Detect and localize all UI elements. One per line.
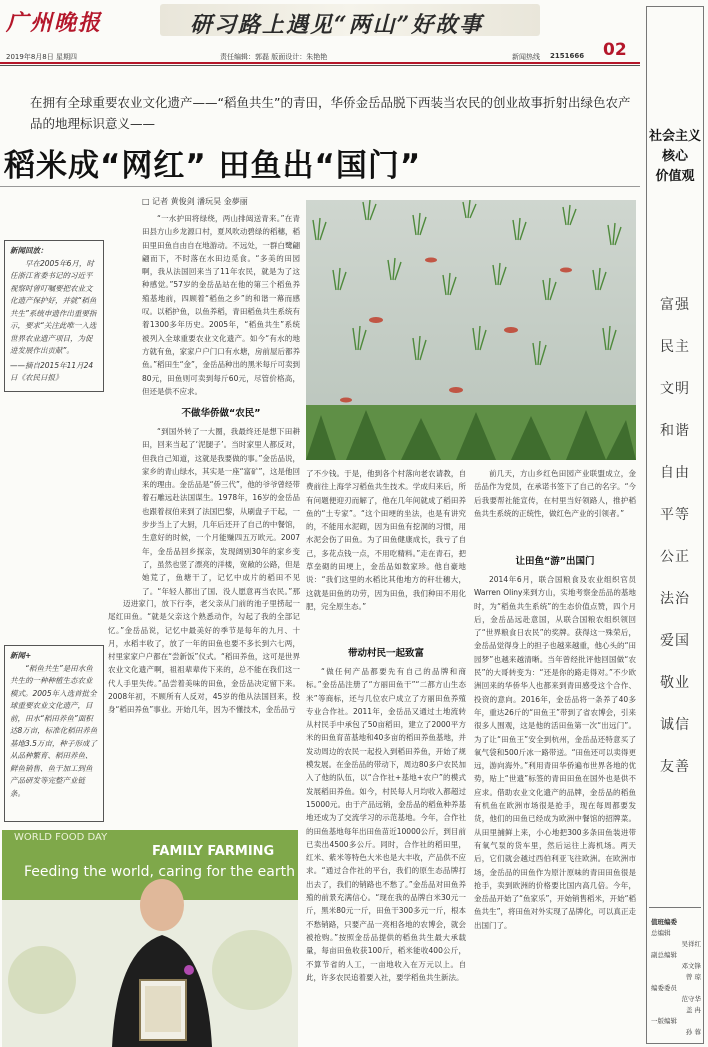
rice-fish-paddy-photo — [306, 200, 636, 460]
subhead-fish-abroad: 让田鱼“游”出国门 — [515, 556, 595, 567]
core-value: 富强 — [660, 297, 690, 313]
core-value: 友善 — [660, 759, 690, 775]
subhead-lead-villagers: 带动村民一起致富 — [347, 648, 424, 659]
article-column-1c: 迈进家门，放下行李，老父亲从门前的池子里捞起一尾红田鱼。“就是父亲这个熟悉动作，勾起了我的全部记忆。”金岳品说，记忆中最美好的季节是每年的九月、十月，水稻丰收了，放了一年的田鱼也要不多长到六七两，村里家家户户都在“尝新饭”仪式。“稻田养鱼，这可是世界农业文化遗产啊，祖祖辈辈传下来的，总不能在我们这一代人手里失传。”品尝着美味的田鱼，金岳品决定留下来。2008年初，不顾所有人反对，45岁的他从法国回来，投身“稻田养鱼”事业。开始几年，因为不懂技术，金岳品亏 — [108, 599, 300, 715]
news-plus-text: “稻鱼共生”是田水鱼共生的一种种植生态农业模式。2005年入选首批全球重要农业文化遗产，目前，田水“稻田养鱼”面积达8万亩，标准化稻田养鱼基地3.5万亩，种子形成了从品种繁育、稻田养鱼、鲜鱼销售、鱼干加工到鱼产品研发等完整产业链条。 — [10, 663, 98, 798]
editor-line: 孙 蓉 — [685, 1028, 701, 1036]
article-column-2a: 了不少钱。于是，他到各个村落向老农请教，自费前往上海学习稻鱼共生技术。学成归来后，所有问题便迎刃而解了，他在几年间就成了稻田养鱼的“土专家”。“这个田埂的坐法，也是有讲究的，不能用水泥砌，因为田鱼有挖洞的习惯，用水泥会伤了田鱼。为了田鱼健康成长，我亏了自己，多花点钱一点，不用吃精料。”走在青石，把草垒砌的田埂上，金岳品如数家珍。他自豪地说：“我们这里的水稻比其他地方的秆壮穗大，这就是田鱼的功劳，因为田鱼，我们种田不用化肥，完全原生态。” — [306, 469, 466, 611]
newspaper-logo: 广州晚报 — [6, 10, 103, 36]
top-rule — [0, 62, 640, 64]
editor-line: 曾 琼 — [685, 973, 701, 981]
editors-list — [651, 917, 701, 1038]
page-editors: 责任编辑：郭磊 版面设计：朱艳艳 — [220, 53, 328, 61]
news-review-box — [4, 240, 104, 392]
editor-line: 邓文锋 — [681, 962, 701, 970]
news-plus-box — [4, 645, 104, 822]
core-values-title-line-1: 社会主义 — [648, 129, 701, 144]
editor-line: 总编辑 — [651, 929, 671, 937]
article-column-1b: “到国外转了一大圈，我最终还是想下田耕田，回来当起了‘泥腿子’。当时家里人都反对，但我自己知道，这就是我要做的事。”金岳品说，家乡的青山绿水，其实是一座“富矿”，这是他回来的理由。金岳品是“侨三代”，他的爷爷曾经带着石雕远赴法国谋生。1978年，16岁的金岳品也跟着叔伯来到了法国巴黎，从刷盘子干起，一步步当上了大厨，几年后还开了自己的中餐馆，生意好的时候，一个月能赚四五万欧元。2007年，金岳品回乡探亲，发现阔别30年的家乡变了，虽然也竖了漂亮的洋楼，宽敞的公路，但是她荒了，鱼塘干了，记忆中成片的稻田不见了。“年轻人都出了国，没人愿意再当农民。”那 — [142, 427, 300, 595]
core-value: 公正 — [660, 549, 690, 565]
lead-intro: 在拥有全球重要农业文化遗产——“稻鱼共生”的青田，华侨金岳品脱下西装当农民的创业故事折射出绿色农产品的地理标识意义—— — [30, 95, 631, 131]
banner-slogan: Feeding the world, caring for the earth — [24, 864, 295, 880]
editor-line: 编委委员 — [651, 984, 677, 992]
page-number: 02 — [603, 40, 627, 60]
core-value: 自由 — [660, 465, 690, 481]
core-values-column — [646, 6, 704, 1044]
article-column-2b: “做任何产品都要先有自己的品牌和商标。”金岳品注册了“方丽田鱼干”“二都方山生态米”等商标，还与几位农户成立了方丽田鱼养殖专业合作社。2011年，金岳品又通过土地流转从村民手中承包了50亩稻田，建立了2000平方米的田鱼育苗基地和40多亩的稻田养鱼基地，并发动周边的农民一起投入到稻田养鱼，开始了规模发展。在金岳品的带动下，周边80多户农民加入了他的队伍，以“合作社+基地+农户”的模式发展稻田养鱼。如今，村民每人月均收入都超过15000元。由于产品远销，金岳品的稻鱼种养基地还成为了交流学习的示范基地。今年，合作社的田鱼基地每年出田鱼苗近10000公斤，到目前已卖出4500多公斤。同时，合作社的稻田里，红米、紫米等特色大米也是大丰收，产品供不应求。“通过合作社的平台，我们的原生态品牌打出去了，我们的销路也不愁了。”金岳品对田鱼养殖的前景充满信心。“现在我的品牌白米30元一斤，黑米80元一斤，田鱼干300多元一斤，根本不愁销路，只要产品一亮相各地的农博会，就会被抢购。”按照金岳品提供的稻鱼共生最大承载量，每亩田鱼收获100斤，稻米能收400公斤，不算节省的人工，一亩地收入在万元以上。自此，许多农民追着要入社，要学稻鱼共生新法。 — [306, 667, 466, 982]
core-values-title-line-3: 价值观 — [655, 169, 695, 184]
core-value: 法治 — [660, 591, 690, 607]
headline: 稻米成“网红” 田鱼出“国门” — [4, 148, 422, 184]
core-value: 诚信 — [660, 717, 690, 733]
masthead — [0, 0, 640, 42]
banner-world-food-day: WORLD FOOD DAY — [14, 832, 108, 843]
news-plus-label: 新闻+ — [10, 651, 32, 660]
core-value: 平等 — [660, 507, 690, 523]
banner-family-farming: FAMILY FARMING — [152, 844, 275, 859]
article-column-1a: “一水护田将绿绕，两山排闼送青来。”在青田县方山乡龙源口村，夏风吹动碧绿的稻穗，稻田里田鱼自由自在地游动。不远处，一群白鹭翩翩而下，不时落在水田边觅食。“多美的田园啊，我从法国回来当了11年农民，就是为了这种感觉。”57岁的金岳品站在他的第三个稻鱼养殖基地前，四顾着“稻鱼之乡”的和谐一幕而感叹。以稻护鱼，以鱼养稻，青田稻鱼共生系统有着1300多年历史。2005年，“稻鱼共生”系统被列入全球重要农业文化遗产。如今“有水的地方就有鱼，家家户户门口有水塘，房前屋后都养鱼。”稻田生“金”，金岳品种出的黑米每斤可卖到80元，田鱼则可卖到每斤60元，尽管价格高，但还是供不应求。 — [142, 214, 300, 396]
editors-divider — [649, 907, 701, 908]
article-column-3a: 前几天，方山乡红色田园产业联盟成立，金岳品作为党员，在承诺书签下了自己的名字。“今后我要帮社能宣传，在村里当好领路人，推护稻鱼共生系统的正统性，做红色产业的引领者。” — [474, 469, 636, 518]
hotline-number: 2151666 — [550, 52, 585, 60]
news-review-text: 早在2005年6月，时任浙江省委书记的习近平视察时曾叮嘱要把农业文化遗产保护好，并就“稻鱼共生”系统申遗作出重要指示，要求“关注此唯一入选世界农业遗产项目，为促进发展作出贡献”。 — [10, 258, 97, 355]
headline-rule — [0, 186, 640, 187]
editor-line: 盖 冉 — [685, 1006, 701, 1014]
news-review-source: ——摘自2015年11月24日《农民日报》 — [10, 360, 94, 382]
article-column-3b: 2014年6月，联合国粮食及农业组织官员Warren Oliny来到方山，实地考察金岳品的基地时，为“稻鱼共生系统”的生态价值点赞，四个月后，金岳品远赴意国，从联合国粮农组织领回了“世界粮食日农民”的奖牌。获得这一殊荣后，金岳品觉得身上的担子也越来越重，他心头的“田园梦”也越来越清晰。当年曾经批评他回国做“农民”的大哥转变为：“还是你的路走得对。”不少欧洲回来的华侨华人也都来到青田感受这个合作、投资的意向。2016年，金岳品将一条养了40多年，重达26斤的“田鱼王”带到了省农博会，引来很多人围观，这是他的活田鱼第一次“出远门”。为了让“田鱼王”安全到杭州，金岳品还特意买了氧气袋和500斤冰一路带送。“田鱼还可以卖得更远，游向海外。”利用青田华侨遍布世界各地的优势，贴上“世遗”标签的青田田鱼在国外也是供不应求。借助农业文化遗产的品牌，金岳品的稻鱼有机鱼在欧洲市场很是抢手，现在每周都要发货，他们的田鱼已经成为欧洲中餐馆的招牌菜。从田里捕鲜上来，小心地把300多条田鱼装进带有氧气泵的货车里，然后运往上海机场。两天后，它们就会越过西伯利亚飞往欧洲。在欧洲市场，金岳品的田鱼作为原汁原味的青田田鱼很是抢手，卖到欧洲的价格要比国内高几倍。今年，金岳品开始了“鱼家乐”，开始销售稻米，开始“稻鱼共生”，将田鱼对外实现了品牌化，可以真正走出国门了。 — [474, 575, 636, 930]
top-rule-thin — [0, 65, 640, 66]
issue-date: 2019年8月8日 星期四 — [6, 53, 77, 61]
core-value: 文明 — [660, 381, 690, 397]
editor-line: 副总编辑 — [651, 951, 677, 959]
editor-line: 吴祥红 — [681, 940, 701, 948]
core-value: 爱国 — [660, 633, 690, 649]
editor-line: 范守华 — [681, 995, 701, 1003]
core-value: 民主 — [660, 339, 690, 355]
subhead-not-overseas: 不做华侨做“农民” — [181, 408, 261, 419]
core-value: 敬业 — [660, 675, 690, 691]
core-values-title — [647, 127, 703, 187]
editor-line: 一版编辑 — [651, 1017, 677, 1025]
page-slogan: 研习路上遇见“两山”好故事 — [190, 12, 484, 38]
news-review-label: 新闻回放： — [10, 246, 48, 255]
core-values-title-line-2: 核心 — [661, 149, 688, 164]
core-value: 和谐 — [660, 423, 690, 439]
portrait-photo — [2, 830, 298, 1047]
byline: □ 记者 黄俊剑 潘玩昊 金夢丽 — [142, 197, 248, 206]
editor-line: 值班编委 — [651, 918, 677, 926]
hotline-label: 新闻热线 — [512, 53, 540, 61]
